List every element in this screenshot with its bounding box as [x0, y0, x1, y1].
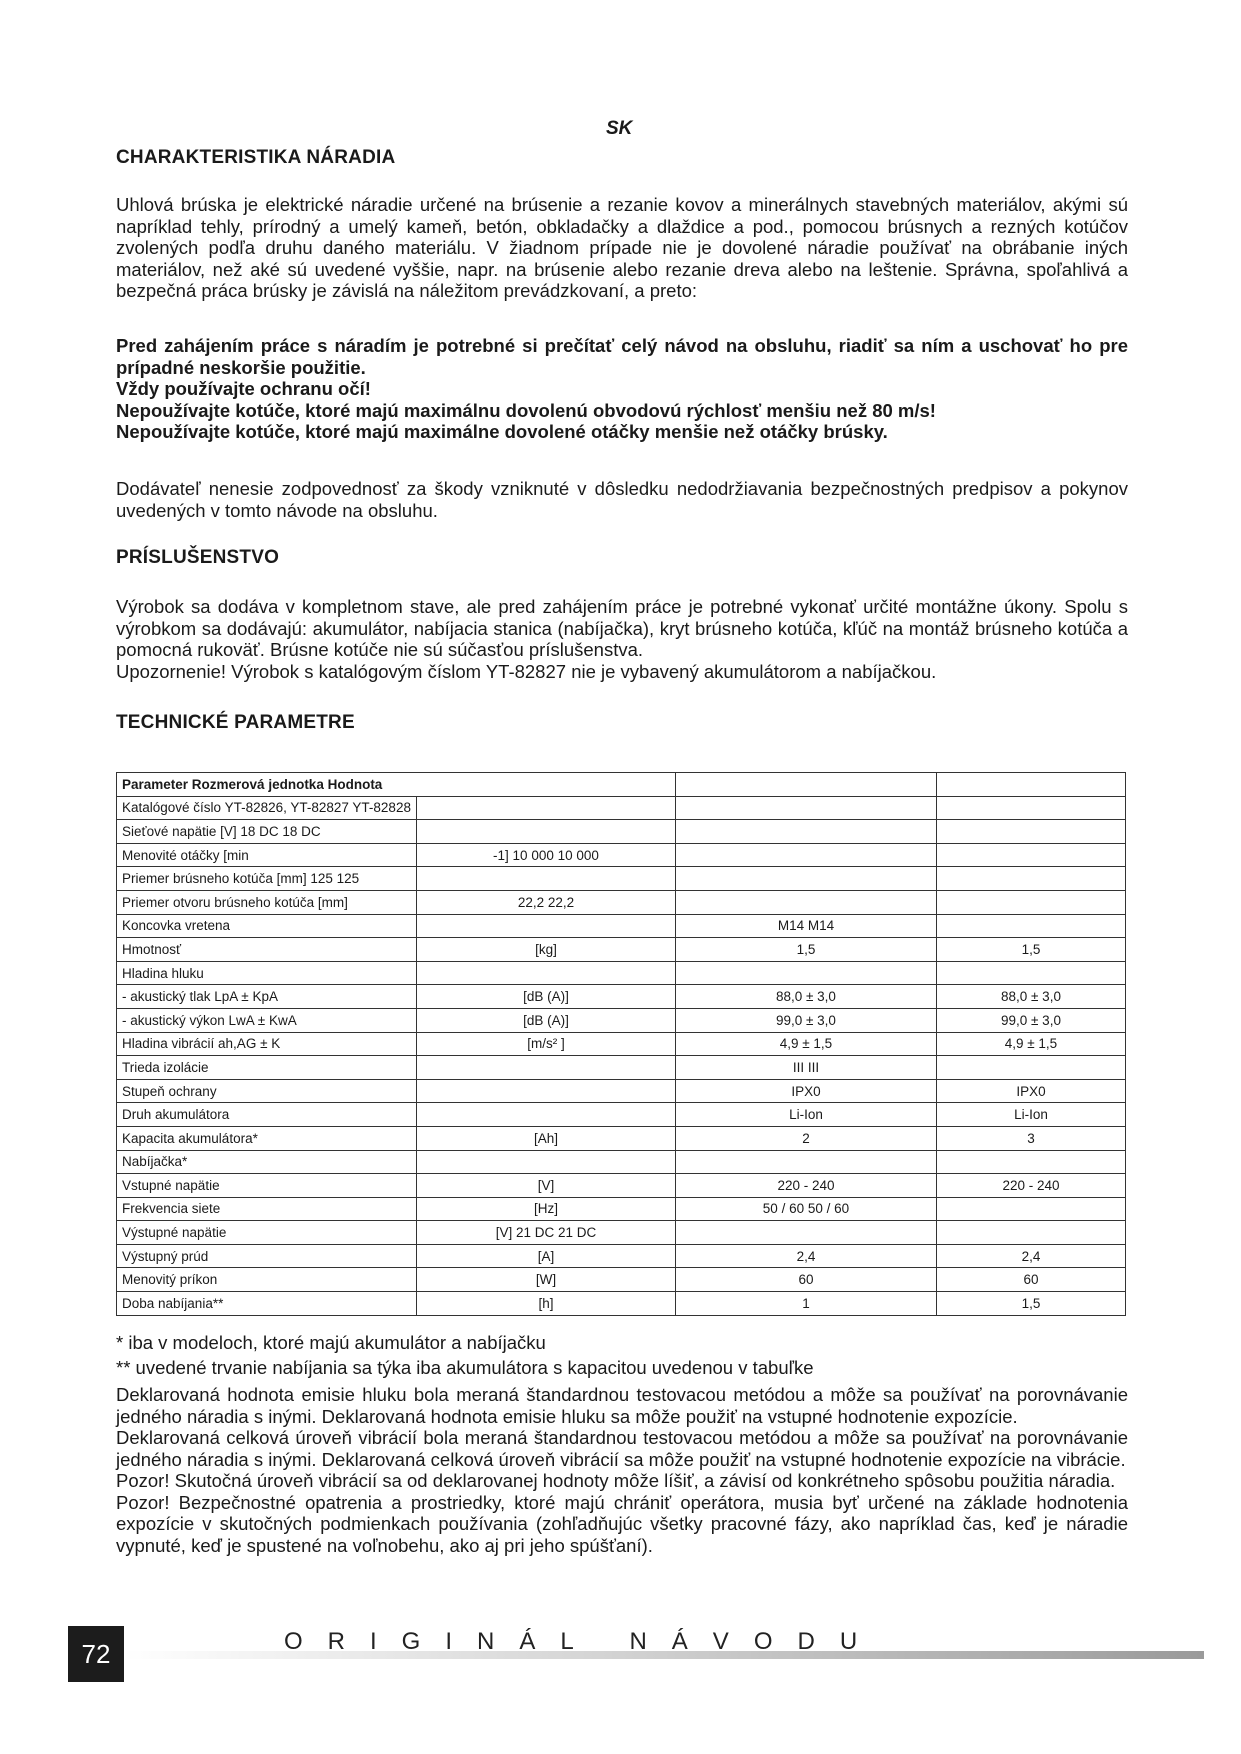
table-cell: III III	[675, 1056, 936, 1080]
table-cell: Koncovka vretena	[117, 914, 417, 938]
warning-disc-speed: Nepoužívajte kotúče, ktoré majú maximálnu dovolenú obvodovú rýchlosť menšiu než 80 m/s!	[116, 399, 936, 421]
table-cell: [V]	[416, 1174, 675, 1198]
table-cell: Stupeň ochrany	[117, 1079, 417, 1103]
table-cell	[416, 1103, 675, 1127]
table-cell: Menovitý príkon	[117, 1268, 417, 1292]
table-cell: Menovité otáčky [min	[117, 843, 417, 867]
table-cell: 50 / 60 50 / 60	[675, 1197, 936, 1221]
emission-paragraphs	[116, 1384, 1128, 1556]
table-row	[117, 1197, 1126, 1221]
table-cell	[936, 867, 1125, 891]
table-cell: M14 M14	[675, 914, 936, 938]
table-cell: [V] 21 DC 21 DC	[416, 1221, 675, 1245]
warning-eye-protection: Vždy používajte ochranu očí!	[116, 378, 371, 399]
table-cell: 3	[936, 1126, 1125, 1150]
table-row	[117, 985, 1126, 1009]
table-cell	[675, 961, 936, 985]
table-cell	[936, 890, 1125, 914]
table-cell: 88,0 ± 3,0	[675, 985, 936, 1009]
table-cell	[936, 1150, 1125, 1174]
table-cell: 99,0 ± 3,0	[675, 1008, 936, 1032]
table-row	[117, 938, 1126, 962]
table-cell	[675, 843, 936, 867]
table-row	[117, 1056, 1126, 1080]
table-cell: Hladina hluku	[117, 961, 417, 985]
table-cell	[936, 1197, 1125, 1221]
emission-vibration: Deklarovaná celková úroveň vibrácií bola meraná štandardnou testovacou metódou a môže sa používať na porovnávanie jedného náradia s inými. Deklarovaná celková úroveň vibrácií sa môže použiť na vstupné hodnotenie expozície na vibrácie.	[116, 1427, 1128, 1470]
table-cell: 22,2 22,2	[416, 890, 675, 914]
table-row	[117, 1032, 1126, 1056]
table-cell: IPX0	[675, 1079, 936, 1103]
table-cell: 88,0 ± 3,0	[936, 985, 1125, 1009]
table-cell: -1] 10 000 10 000	[416, 843, 675, 867]
technical-parameters-table	[116, 772, 1126, 1316]
table-row	[117, 1008, 1126, 1032]
warning-disc-rpm: Nepoužívajte kotúče, ktoré majú maximálne dovolené otáčky menšie než otáčky brúsky.	[116, 421, 888, 442]
table-row	[117, 867, 1126, 891]
table-cell: 4,9 ± 1,5	[675, 1032, 936, 1056]
table-cell	[675, 890, 936, 914]
table-row	[117, 1292, 1126, 1316]
table-header-row	[117, 773, 1126, 797]
table-cell	[675, 867, 936, 891]
table-cell	[416, 1079, 675, 1103]
section-title-characteristics: CHARAKTERISTIKA NÁRADIA	[116, 147, 396, 168]
table-cell: Priemer brúsneho kotúča [mm] 125 125	[117, 867, 417, 891]
table-row	[117, 961, 1126, 985]
table-cell: 4,9 ± 1,5	[936, 1032, 1125, 1056]
table-cell	[416, 914, 675, 938]
table-cell: IPX0	[936, 1079, 1125, 1103]
table-cell: 60	[675, 1268, 936, 1292]
table-cell	[416, 867, 675, 891]
table-cell	[936, 820, 1125, 844]
table-header-empty	[936, 773, 1125, 797]
table-cell: 2,4	[675, 1244, 936, 1268]
table-row	[117, 890, 1126, 914]
table-cell: 60	[936, 1268, 1125, 1292]
table-cell: 220 - 240	[675, 1174, 936, 1198]
footnotes	[116, 1330, 814, 1380]
emission-caution-2: Pozor! Bezpečnostné opatrenia a prostriedky, ktoré majú chrániť operátora, musia byť určené na základe hodnotenia expozície v skutočných podmienkach používania (zohľadňujúc všetky pracovné fázy, ako napríklad čas, keď je náradie vypnuté, keď je spustené na voľnobehu, ako aj pri jeho spúšťaní).	[116, 1491, 1128, 1556]
table-cell: [h]	[416, 1292, 675, 1316]
table-header-empty	[675, 773, 936, 797]
table-cell: [kg]	[416, 938, 675, 962]
table-cell	[416, 796, 675, 820]
table-cell: Doba nabíjania**	[117, 1292, 417, 1316]
table-cell	[416, 961, 675, 985]
table-row	[117, 1221, 1126, 1245]
table-row	[117, 1126, 1126, 1150]
table-row	[117, 1268, 1126, 1292]
table-row	[117, 1244, 1126, 1268]
table-cell: Sieťové napätie [V] 18 DC 18 DC	[117, 820, 417, 844]
table-cell: Kapacita akumulátora*	[117, 1126, 417, 1150]
accessories-text: Výrobok sa dodáva v kompletnom stave, ale pred zahájením práce je potrebné vykonať určité montážne úkony. Spolu s výrobkom sa dodávajú: akumulátor, nabíjacia stanica (nabíjačka), kryt brúsneho kotúča, kľúč na montáž brúsneho kotúča a pomocná rukoväť. Brúsne kotúče nie sú súčasťou príslušenstva.	[116, 596, 1128, 660]
table-cell	[416, 820, 675, 844]
liability-text: Dodávateľ nenesie zodpovednosť za škody vzniknuté v dôsledku nedodržiavania bezpečnostných predpisov a pokynov uvedených v tomto návode na obsluhu.	[116, 478, 1128, 521]
table-cell	[416, 1150, 675, 1174]
table-cell: 99,0 ± 3,0	[936, 1008, 1125, 1032]
table-cell	[936, 843, 1125, 867]
table-cell: Priemer otvoru brúsneho kotúča [mm]	[117, 890, 417, 914]
table-row	[117, 796, 1126, 820]
table-cell: [Hz]	[416, 1197, 675, 1221]
emission-caution-1: Pozor! Skutočná úroveň vibrácií sa od deklarovanej hodnoty môže líšiť, a závisí od konkrétneho spôsobu použitia náradia.	[116, 1470, 1116, 1491]
table-row	[117, 1079, 1126, 1103]
table-cell: [A]	[416, 1244, 675, 1268]
table-cell: Hmotnosť	[117, 938, 417, 962]
footnote-1: * iba v modeloch, ktoré majú akumulátor a nabíjačku	[116, 1332, 546, 1353]
table-cell	[936, 914, 1125, 938]
table-cell: Li-Ion	[675, 1103, 936, 1127]
liability-paragraph	[116, 478, 1128, 521]
safety-warnings	[116, 335, 1128, 443]
table-cell: [dB (A)]	[416, 1008, 675, 1032]
table-cell	[416, 1056, 675, 1080]
footer-title: ORIGINÁL NÁVODU	[284, 1628, 883, 1655]
table-cell	[675, 820, 936, 844]
table-cell: [m/s² ]	[416, 1032, 675, 1056]
accessories-warning: Upozornenie! Výrobok s katalógovým číslom YT-82827 nie je vybavený akumulátorom a nabíjačkou.	[116, 660, 937, 682]
table-cell: Nabíjačka*	[117, 1150, 417, 1174]
table-cell: 1,5	[936, 1292, 1125, 1316]
table-header-cell: Parameter Rozmerová jednotka Hodnota	[117, 773, 676, 797]
table-cell: 1,5	[936, 938, 1125, 962]
table-row	[117, 843, 1126, 867]
table-cell: [dB (A)]	[416, 985, 675, 1009]
table-row	[117, 820, 1126, 844]
table-cell: - akustický výkon LwA ± KwA	[117, 1008, 417, 1032]
table-cell: Hladina vibrácií ah,AG ± K	[117, 1032, 417, 1056]
table-cell: Výstupné napätie	[117, 1221, 417, 1245]
table-cell	[675, 796, 936, 820]
table-cell: Výstupný prúd	[117, 1244, 417, 1268]
page-number: 72	[68, 1626, 124, 1682]
section-title-technical: TECHNICKÉ PARAMETRE	[116, 712, 355, 733]
table-cell	[936, 961, 1125, 985]
table-cell	[675, 1150, 936, 1174]
emission-noise: Deklarovaná hodnota emisie hluku bola meraná štandardnou testovacou metódou a môže sa používať na porovnávanie jedného náradia s inými. Deklarovaná hodnota emisie hluku sa môže použiť na vstupné hodnotenie expozície.	[116, 1384, 1128, 1427]
table-cell: Katalógové číslo YT-82826, YT-82827 YT-82828	[117, 796, 417, 820]
table-cell: 2	[675, 1126, 936, 1150]
table-cell: Vstupné napätie	[117, 1174, 417, 1198]
language-code: SK	[606, 118, 633, 139]
table-cell	[936, 796, 1125, 820]
section-title-accessories: PRÍSLUŠENSTVO	[116, 547, 280, 568]
table-cell: - akustický tlak LpA ± KpA	[117, 985, 417, 1009]
table-cell: 220 - 240	[936, 1174, 1125, 1198]
table-row	[117, 1150, 1126, 1174]
table-cell	[675, 1221, 936, 1245]
table-cell: 1,5	[675, 938, 936, 962]
table-row	[117, 1174, 1126, 1198]
table-row	[117, 914, 1126, 938]
table-cell: 2,4	[936, 1244, 1125, 1268]
accessories-paragraph	[116, 596, 1128, 682]
table-cell: 1	[675, 1292, 936, 1316]
table-row	[117, 1103, 1126, 1127]
table-cell: Frekvencia siete	[117, 1197, 417, 1221]
table-cell: Druh akumulátora	[117, 1103, 417, 1127]
table-cell: [W]	[416, 1268, 675, 1292]
intro-text: Uhlová brúska je elektrické náradie určené na brúsenie a rezanie kovov a minerálnych stavebných materiálov, akými sú napríklad tehly, prírodný a umelý kameň, betón, obkladačky a dlaždice a pod., pomocou brúsnych a rezných kotúčov zvolených podľa druhu daného materiálu. V žiadnom prípade nie je dovolené náradie používať na obrábanie iných materiálov, než aké sú uvedené vyššie, napr. na brúsenie alebo rezanie dreva alebo na leštenie. Správna, spoľahlivá a bezpečná práca brúsky je závislá na náležitom prevádzkovaní, a preto:	[116, 194, 1128, 301]
table-cell	[936, 1056, 1125, 1080]
table-cell	[936, 1221, 1125, 1245]
table-cell: Li-Ion	[936, 1103, 1125, 1127]
table-cell: Trieda izolácie	[117, 1056, 417, 1080]
footnote-2: ** uvedené trvanie nabíjania sa týka iba akumulátora s kapacitou uvedenou v tabuľke	[116, 1357, 814, 1378]
table-cell: [Ah]	[416, 1126, 675, 1150]
warning-read-manual: Pred zahájením práce s náradím je potrebné si prečítať celý návod na obsluhu, riadiť sa ním a uschovať ho pre prípadné neskoršie použitie.	[116, 335, 1128, 378]
intro-paragraph	[116, 194, 1128, 302]
